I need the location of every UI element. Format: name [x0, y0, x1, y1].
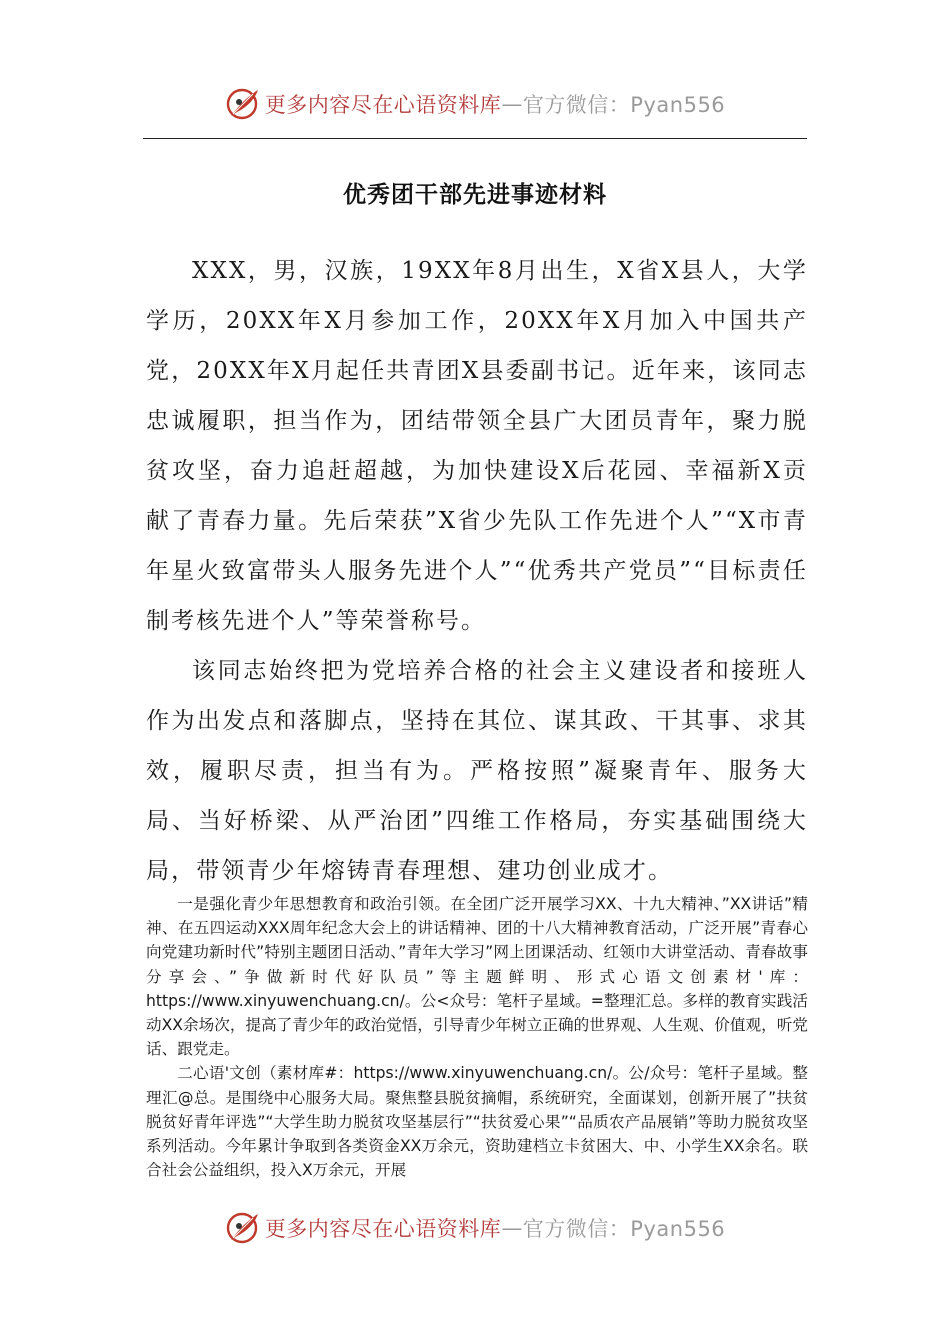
watermark-text: 更多内容尽在心语资料库	[264, 93, 502, 117]
paragraph: XXX，男，汉族，19XX年8月出生，X省X县人，大学学历，20XX年X月参加工作，20XX年X月加入中国共产党，20XX年X月起任共青团X县委副书记。近年来，该同志忠诚履职，担当作为，团结带领全县广大团员青年，聚力脱贫攻坚，奋力追赶超越，为加快建设X后花园、幸福新X贡献了青春力量。先后荣获”X省少先队工作先进个人”“X市青年星火致富带头人服务先进个人”“优秀共产党员”“目标责任制考核先进个人”等荣誉称号。	[146, 258, 808, 634]
quill-logo-icon	[225, 1210, 261, 1246]
body-main	[146, 246, 808, 896]
watermark-separator: —	[501, 92, 523, 116]
paragraph: 该同志始终把为党培养合格的社会主义建设者和接班人作为出发点和落脚点，坚持在其位、谋其政、干其事、求其效，履职尽责，担当有为。严格按照”凝聚青年、服务大局、当好桥梁、从严治团”四维工作格局，夯实基础围绕大局，带领青少年熔铸青春理想、建功创业成才。	[146, 658, 808, 884]
watermark-footer	[0, 1206, 950, 1250]
watermark-separator: —	[501, 1216, 523, 1240]
watermark-wechat: 官方微信：Pyan556	[522, 1217, 726, 1241]
body-secondary	[146, 892, 808, 1182]
watermark-text: 更多内容尽在心语资料库	[264, 1217, 502, 1241]
watermark-header	[0, 82, 950, 126]
watermark-wechat: 官方微信：Pyan556	[522, 93, 726, 117]
header-divider	[143, 138, 807, 139]
quill-logo-icon	[225, 86, 261, 122]
paragraph: 一是强化青少年思想教育和政治引领。在全团广泛开展学习XX、十九大精神、”XX讲话”精神、在五四运动XXX周年纪念大会上的讲话精神、团的十八大精神教育活动，广泛开展”青春心向党建功新时代”特别主题团日活动、”青年大学习”网上团课活动、红领巾大讲堂活动、青春故事分享会、”争做新时代好队员”等主题鲜明、形式心语文创素材'库：https://www.xinyuwenchuang.cn/。公<众号：笔杆子星域。=整理汇总。多样的教育实践活动XX余场次，提高了青少年的政治觉悟，引导青少年树立正确的世界观、人生观、价值观，听党话、跟党走。	[146, 895, 808, 1059]
document-title: 优秀团干部先进事迹材料	[343, 182, 607, 208]
paragraph: 二心语'文创（素材库#：https://www.xinyuwenchuang.cn/。公/众号：笔杆子星域。整理汇@总。是围绕中心服务大局。聚焦整县脱贫摘帽，系统研究，全面谋划，创新开展了”扶贫脱贫好青年评选”“大学生助力脱贫攻坚基层行”“扶贫爱心果”“品质农产品展销”等助力脱贫攻坚系列活动。今年累计争取到各类资金XX万余元，资助建档立卡贫困大、中、小学生XX余名。联合社会公益组织，投入X万余元，开展	[146, 1064, 808, 1180]
